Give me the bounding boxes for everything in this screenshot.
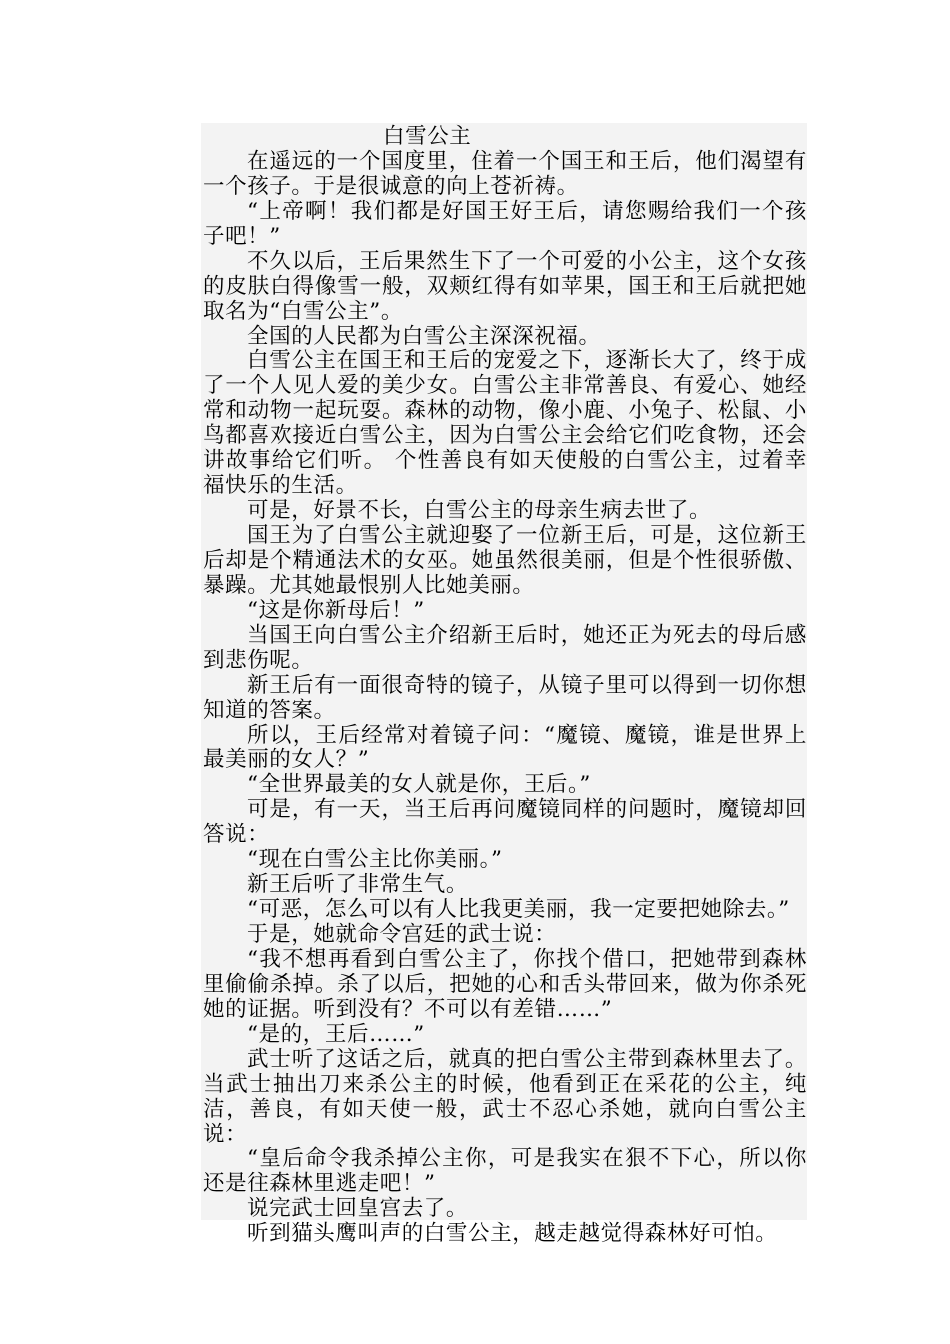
paragraph: 说完武士回皇宫去了。 <box>247 1196 469 1222</box>
paragraph: “是的，王后……” <box>247 1021 425 1047</box>
paragraph: 国王为了白雪公主就迎娶了一位新王后，可是，这位新王后却是个精通法术的女巫。她虽然很美丽，但是个性很骄傲、暴躁。尤其她最恨别人比她美丽。 <box>203 523 807 598</box>
paragraph: “这是你新母后！” <box>247 597 425 623</box>
story-text-block <box>201 123 807 1247</box>
paragraph: “现在白雪公主比你美丽。” <box>247 847 503 873</box>
paragraph: 白雪公主在国王和王后的宠爱之下，逐渐长大了，终于成了一个人见人爱的美少女。白雪公主非常善良、有爱心、她经常和动物一起玩耍。森林的动物，像小鹿、小兔子、松鼠、小鸟都喜欢接近白雪公主，因为白雪公主会给它们吃食物，还会讲故事给它们听。 个性善良有如天使般的白雪公主，过着幸福快乐的生活。 <box>203 348 807 499</box>
paragraph: “全世界最美的女人就是你，王后。” <box>247 772 591 798</box>
paragraph: 可是，好景不长，白雪公主的母亲生病去世了。 <box>247 498 712 524</box>
paragraph: “上帝啊！我们都是好国王好王后，请您赐给我们一个孩子吧！” <box>203 198 807 249</box>
paragraph: 武士听了这话之后，就真的把白雪公主带到森林里去了。当武士抽出刀来杀公主的时候，他看到正在采花的公主，纯洁，善良，有如天使一般，武士不忍心杀她，就向白雪公主说： <box>203 1046 807 1147</box>
paragraph: 听到猫头鹰叫声的白雪公主，越走越觉得森林好可怕。 <box>247 1221 778 1247</box>
paragraph: “我不想再看到白雪公主了，你找个借口，把她带到森林里偷偷杀掉。杀了以后，把她的心和舌头带回来，做为你杀死她的证据。听到没有？不可以有差错……” <box>203 946 807 1022</box>
paragraph: 当国王向白雪公主介绍新王后时，她还正为死去的母后感到悲伤呢。 <box>203 622 807 673</box>
paragraph: 新王后有一面很奇特的镜子，从镜子里可以得到一切你想知道的答案。 <box>203 672 807 723</box>
story-title: 白雪公主 <box>383 124 472 149</box>
paragraph: 全国的人民都为白雪公主深深祝福。 <box>247 323 601 349</box>
paragraph: 所以，王后经常对着镜子问：“魔镜、魔镜，谁是世界上最美丽的女人？” <box>203 722 807 773</box>
paragraph: 新王后听了非常生气。 <box>247 872 469 898</box>
paragraph: “可恶，怎么可以有人比我更美丽，我一定要把她除去。” <box>247 897 790 923</box>
paragraph: 于是，她就命令宫廷的武士说： <box>247 922 557 947</box>
paragraph: “皇后命令我杀掉公主你，可是我实在狠不下心，所以你还是往森林里逃走吧！” <box>203 1146 807 1197</box>
paragraph: 不久以后，王后果然生下了一个可爱的小公主，这个女孩的皮肤白得像雪一般，双颊红得有如苹果，国王和王后就把她取名为“白雪公主”。 <box>203 248 807 324</box>
paragraph: 在遥远的一个国度里，住着一个国王和王后，他们渴望有一个孩子。于是很诚意的向上苍祈祷。 <box>203 148 807 199</box>
paragraph: 可是，有一天，当王后再问魔镜同样的问题时，魔镜却回答说： <box>203 797 807 848</box>
